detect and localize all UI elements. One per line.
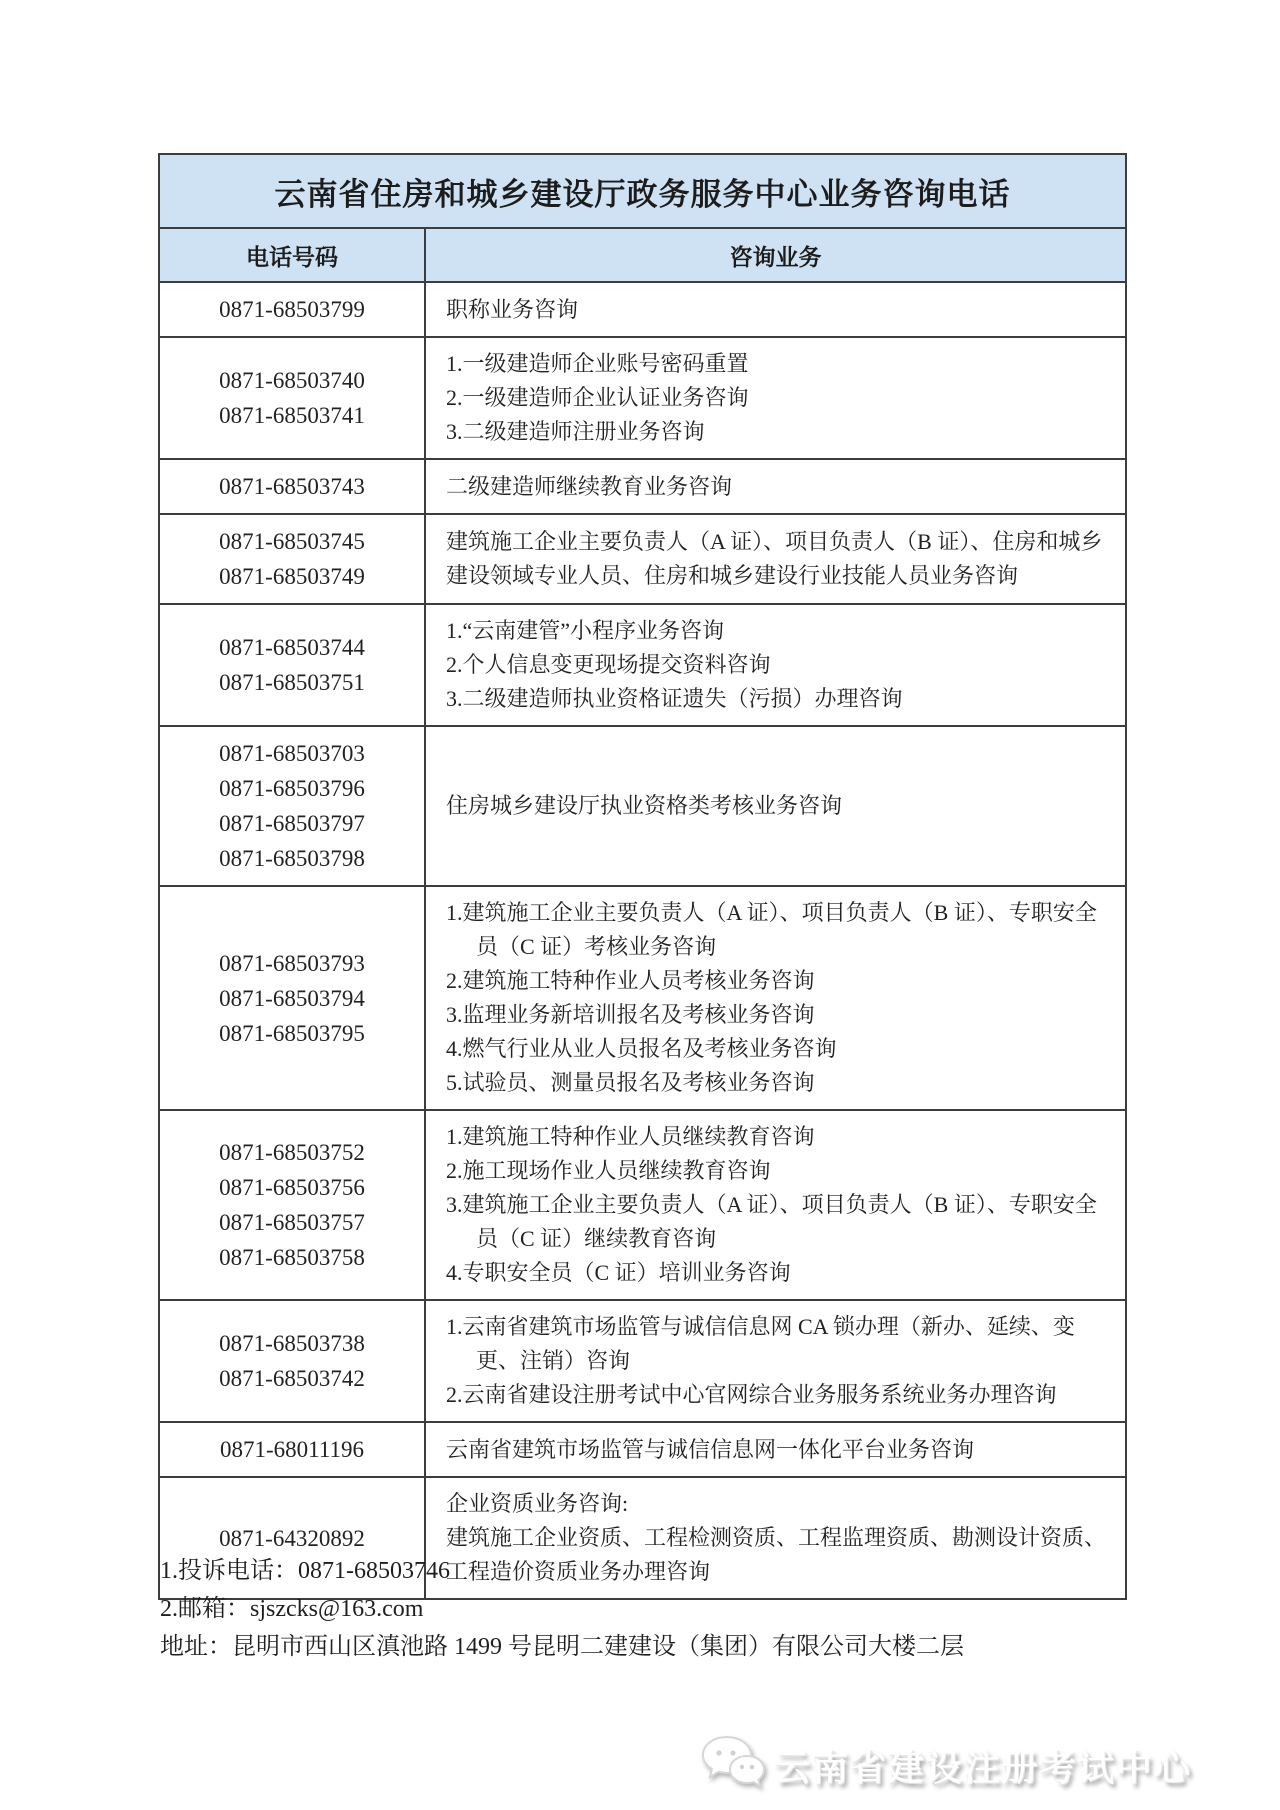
service-item: 企业资质业务咨询: (446, 1491, 629, 1516)
address-note: 地址：昆明市西山区滇池路 1499 号昆明二建建设（集团）有限公司大楼二层 (160, 1634, 964, 1660)
footer-notes (160, 1552, 1160, 1666)
service-cell (425, 1110, 1126, 1300)
phone-number: 0871-68503740 (219, 368, 365, 393)
phone-cell (159, 604, 425, 726)
phone-number: 0871-68503741 (219, 403, 365, 428)
phone-number: 0871-68503742 (219, 1366, 365, 1391)
service-item: 2.一级建造师企业认证业务咨询 (446, 385, 749, 410)
service-item: 住房城乡建设厅执业资格类考核业务咨询 (446, 793, 843, 818)
phone-number: 0871-68503757 (219, 1210, 365, 1235)
table-row (159, 459, 1126, 514)
phone-cell (159, 1110, 425, 1300)
service-item: 1.建筑施工特种作业人员继续教育咨询 (446, 1124, 815, 1149)
table-row (159, 886, 1126, 1110)
table-row (159, 337, 1126, 459)
watermark-label: 云南省建设注册考试中心 (773, 1747, 1192, 1788)
service-item: 4.专职安全员（C 证）培训业务咨询 (446, 1260, 791, 1285)
consultation-phone-table (158, 153, 1127, 1600)
phone-number: 0871-68503796 (219, 776, 365, 801)
table-body (159, 282, 1126, 1599)
phone-cell (159, 886, 425, 1110)
service-item: 2.个人信息变更现场提交资料咨询 (446, 652, 771, 677)
service-item: 3.建筑施工企业主要负责人（A 证）、项目负责人（B 证）、专职安全员（C 证）继续教育咨询 (446, 1192, 1097, 1251)
service-cell (425, 337, 1126, 459)
service-item: 2.建筑施工特种作业人员考核业务咨询 (446, 968, 815, 993)
service-cell (425, 604, 1126, 726)
phone-cell (159, 726, 425, 886)
service-item: 3.监理业务新培训报名及考核业务咨询 (446, 1002, 815, 1027)
phone-number: 0871-68011196 (220, 1437, 364, 1462)
service-cell (425, 514, 1126, 604)
watermark (700, 1734, 1192, 1797)
service-cell (425, 459, 1126, 514)
wechat-chat-bubbles-icon (700, 1734, 766, 1797)
service-cell (425, 886, 1126, 1110)
service-item: 建筑施工企业资质、工程检测资质、工程监理资质、勘测设计资质、工程造价资质业务办理咨询 (446, 1525, 1107, 1584)
phone-number: 0871-68503749 (219, 564, 365, 589)
phone-cell (159, 459, 425, 514)
phone-number: 0871-68503738 (219, 1331, 365, 1356)
complaint-phone-note: 1.投诉电话：0871-68503746 (160, 1558, 450, 1584)
phone-cell (159, 337, 425, 459)
table-row (159, 1110, 1126, 1300)
phone-number: 0871-68503745 (219, 529, 365, 554)
phone-number: 0871-68503798 (219, 846, 365, 871)
phone-number: 0871-68503793 (219, 950, 365, 976)
service-cell (425, 726, 1126, 886)
table-row (159, 514, 1126, 604)
phone-number: 0871-68503744 (219, 635, 365, 660)
phone-cell (159, 1300, 425, 1422)
phone-number: 0871-68503743 (219, 474, 365, 499)
service-item: 1.一级建造师企业账号密码重置 (446, 351, 749, 376)
phone-number: 0871-68503752 (219, 1140, 365, 1165)
service-item: 3.二级建造师注册业务咨询 (446, 419, 705, 444)
table-title: 云南省住房和城乡建设厅政务服务中心业务咨询电话 (159, 154, 1126, 228)
service-item: 4.燃气行业从业人员报名及考核业务咨询 (446, 1036, 837, 1061)
column-header-service: 咨询业务 (425, 228, 1126, 282)
phone-number: 0871-68503703 (219, 741, 365, 766)
service-item: 3.二级建造师执业资格证遗失（污损）办理咨询 (446, 686, 903, 711)
column-header-phone: 电话号码 (159, 228, 425, 282)
table-row (159, 1422, 1126, 1477)
table-row (159, 282, 1126, 337)
service-item: 1.“云南建管”小程序业务咨询 (446, 618, 725, 643)
service-item: 二级建造师继续教育业务咨询 (446, 473, 733, 499)
table-row (159, 726, 1126, 886)
service-cell (425, 1422, 1126, 1477)
phone-number: 0871-68503756 (219, 1175, 365, 1200)
service-item: 2.施工现场作业人员继续教育咨询 (446, 1158, 771, 1183)
email-note: 2.邮箱：sjszcks@163.com (160, 1596, 424, 1622)
service-item: 2.云南省建设注册考试中心官网综合业务服务系统业务办理咨询 (446, 1382, 1057, 1407)
service-item: 建筑施工企业主要负责人（A 证）、项目负责人（B 证）、住房和城乡建设领域专业人员、住房和城乡建设行业技能人员业务咨询 (446, 529, 1103, 588)
service-cell (425, 1300, 1126, 1422)
table-title-row (159, 154, 1126, 228)
service-item: 1.建筑施工企业主要负责人（A 证）、项目负责人（B 证）、专职安全员（C 证）考核业务咨询 (446, 900, 1097, 959)
phone-number: 0871-68503751 (219, 670, 365, 695)
phone-number: 0871-64320892 (219, 1525, 365, 1551)
phone-number: 0871-68503795 (219, 1020, 365, 1046)
table-row (159, 604, 1126, 726)
phone-cell (159, 1422, 425, 1477)
phone-cell (159, 514, 425, 604)
table-header-row (159, 228, 1126, 282)
table-row (159, 1300, 1126, 1422)
phone-cell (159, 282, 425, 337)
service-item: 职称业务咨询 (446, 296, 579, 322)
phone-number: 0871-68503794 (219, 985, 365, 1011)
service-cell (425, 282, 1126, 337)
service-item: 云南省建筑市场监管与诚信信息网一体化平台业务咨询 (446, 1436, 975, 1462)
phone-number: 0871-68503797 (219, 811, 365, 836)
phone-number: 0871-68503799 (219, 297, 365, 322)
phone-number: 0871-68503758 (219, 1245, 365, 1270)
service-item: 5.试验员、测量员报名及考核业务咨询 (446, 1070, 815, 1095)
service-item: 1.云南省建筑市场监管与诚信信息网 CA 锁办理（新办、延续、变更、注销）咨询 (446, 1314, 1075, 1373)
